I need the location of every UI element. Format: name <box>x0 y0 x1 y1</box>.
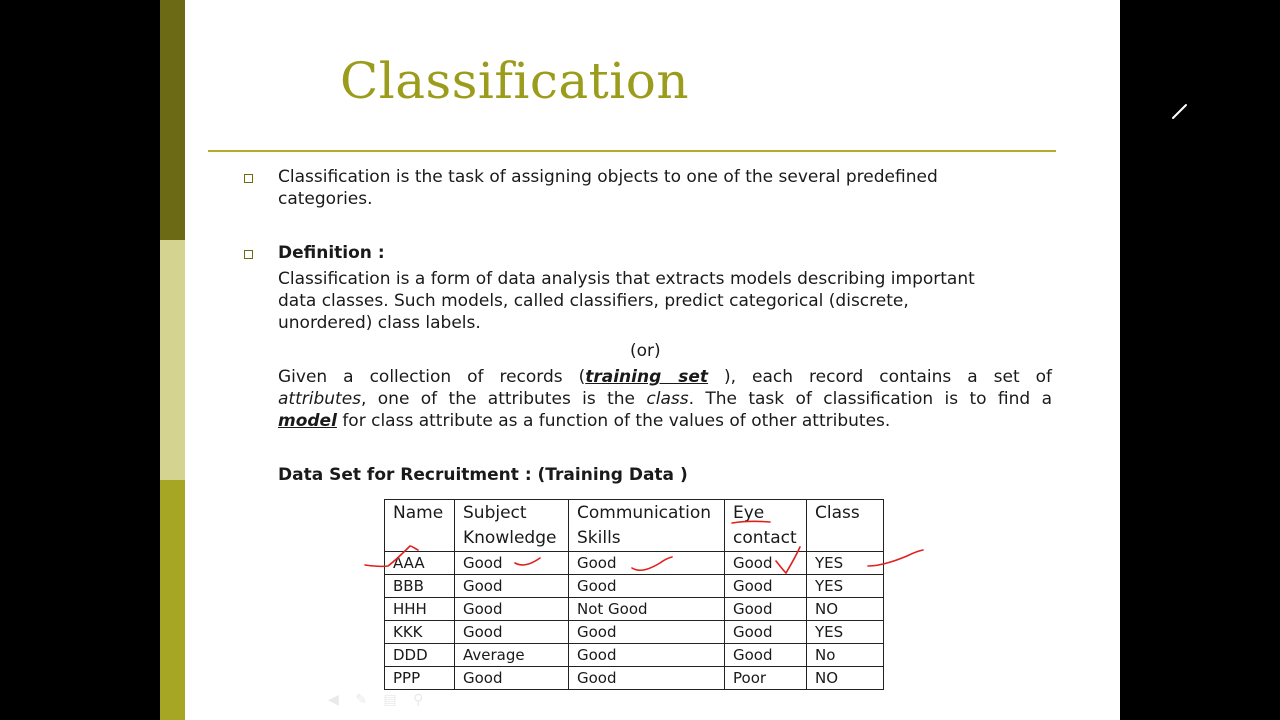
table-cell: Good <box>725 575 807 598</box>
table-cell: Good <box>455 621 569 644</box>
definition-paragraph-line3: model for class attribute as a function of the values of other attributes. <box>278 411 891 431</box>
table-cell: Good <box>725 552 807 575</box>
slides-grid-icon[interactable]: ▤ <box>383 692 397 708</box>
table-cell: YES <box>807 621 884 644</box>
definition-line3: unordered) class labels. <box>278 313 481 333</box>
attributes-term: attributes <box>278 389 362 409</box>
table-cell: NO <box>807 598 884 621</box>
table-cell: KKK <box>385 621 455 644</box>
definition-paragraph-line2: attributes, one of the attributes is the class. The task of classification is to find a <box>278 389 1052 409</box>
bullet1-line1: Classification is the task of assigning objects to one of the several predefined <box>278 167 938 187</box>
table-cell: HHH <box>385 598 455 621</box>
dataset-label: Data Set for Recruitment : (Training Data ) <box>278 465 688 485</box>
training-set-term: training set <box>585 367 709 387</box>
table-cell: Good <box>725 598 807 621</box>
header-cell: Communication Skills <box>569 500 725 552</box>
ink-swoosh-class <box>868 550 923 566</box>
table-cell: Good <box>569 621 725 644</box>
pen-cursor-icon <box>1170 101 1190 121</box>
table-cell: No <box>807 644 884 667</box>
header-cell: Subject Knowledge <box>455 500 569 552</box>
table-cell: Good <box>455 575 569 598</box>
table-cell: Good <box>455 667 569 690</box>
table-cell: Good <box>569 552 725 575</box>
definition-line1: Classification is a form of data analysis that extracts models describing important <box>278 269 975 289</box>
table-cell: Poor <box>725 667 807 690</box>
ink-check-name <box>365 546 418 566</box>
header-cell: Eye contact <box>725 500 807 552</box>
table-cell: Good <box>725 644 807 667</box>
ink-check-eye <box>776 547 800 573</box>
table-cell: Good <box>455 552 569 575</box>
table-cell: Good <box>725 621 807 644</box>
table-cell: NO <box>807 667 884 690</box>
table-cell: BBB <box>385 575 455 598</box>
table-cell: Average <box>455 644 569 667</box>
slide-title: Classification <box>340 52 690 110</box>
header-cell: Name <box>385 500 455 552</box>
definition-paragraph-line1: Given a collection of records (training set ), each record contains a set of <box>278 367 1052 387</box>
class-term: class <box>646 389 689 409</box>
bullet1-line2: categories. <box>278 189 373 209</box>
or-separator: (or) <box>630 341 661 361</box>
definition-heading: Definition : <box>278 243 385 263</box>
definition-line2: data classes. Such models, called classifiers, predict categorical (discrete, <box>278 291 909 311</box>
model-term: model <box>278 411 337 431</box>
zoom-icon[interactable]: ⚲ <box>413 692 424 708</box>
prev-arrow-icon[interactable]: ◀ <box>328 692 339 708</box>
table-cell: Good <box>569 667 725 690</box>
header-cell: Class <box>807 500 884 552</box>
pen-tool-icon[interactable]: ✎ <box>355 692 367 708</box>
table-cell: Good <box>455 598 569 621</box>
table-cell: AAA <box>385 552 455 575</box>
table-cell: DDD <box>385 644 455 667</box>
ink-check-skills <box>632 557 672 570</box>
table-cell: Not Good <box>569 598 725 621</box>
table-cell: Good <box>569 644 725 667</box>
ink-underline-eye <box>732 521 770 523</box>
table-cell: YES <box>807 552 884 575</box>
ink-swoosh-knowledge <box>515 558 540 565</box>
table-cell: YES <box>807 575 884 598</box>
table-cell: PPP <box>385 667 455 690</box>
table-cell: Good <box>569 575 725 598</box>
